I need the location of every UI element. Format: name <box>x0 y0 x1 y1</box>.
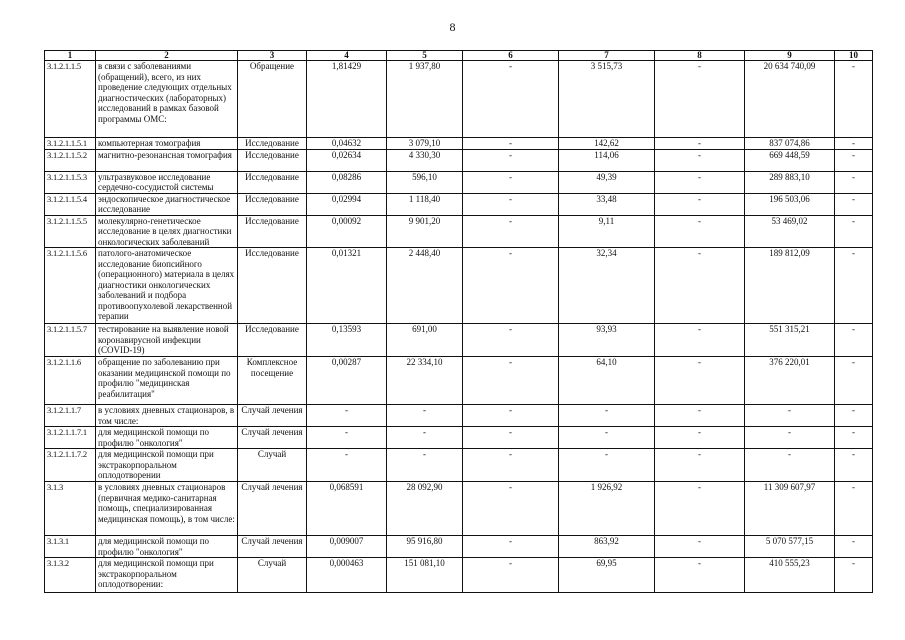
row-cost-norm: 1 118,40 <box>387 193 463 215</box>
row-unit: Исследование <box>238 193 307 215</box>
row-col6: - <box>463 193 559 215</box>
table-row <box>45 149 873 171</box>
table-row <box>45 171 873 193</box>
column-header-8: 8 <box>655 51 745 61</box>
row-col10: - <box>835 215 873 248</box>
row-col6: - <box>463 149 559 171</box>
row-volume-norm: - <box>307 427 387 449</box>
row-unit: Случай лечения <box>238 536 307 558</box>
row-code: 3.1.2.1.1.5.6 <box>45 248 96 324</box>
row-total-cost: 189 812,09 <box>745 248 835 324</box>
row-col6: - <box>463 482 559 536</box>
row-per-capita: - <box>559 427 655 449</box>
row-unit: Случай <box>238 449 307 482</box>
row-per-capita: 93,93 <box>559 324 655 357</box>
row-name: для медицинской помощи при экстракорпоральном оплодотворении <box>96 449 238 482</box>
row-unit: Исследование <box>238 215 307 248</box>
row-total-cost: 5 070 577,15 <box>745 536 835 558</box>
row-code: 3.1.2.1.1.7 <box>45 405 96 427</box>
row-cost-norm: 691,00 <box>387 324 463 357</box>
table-row <box>45 248 873 324</box>
row-unit: Исследование <box>238 248 307 324</box>
row-code: 3.1.2.1.1.5.1 <box>45 138 96 150</box>
row-col6: - <box>463 138 559 150</box>
row-per-capita: 32,34 <box>559 248 655 324</box>
row-unit: Случай лечения <box>238 482 307 536</box>
row-col10: - <box>835 149 873 171</box>
row-col8: - <box>655 405 745 427</box>
row-total-cost: 669 448,59 <box>745 149 835 171</box>
row-per-capita: - <box>559 405 655 427</box>
column-header-7: 7 <box>559 51 655 61</box>
row-per-capita: 64,10 <box>559 357 655 405</box>
row-name: тестирование на выявление новой коронавирусной инфекции (COVID-19) <box>96 324 238 357</box>
row-name: в условиях дневных стационаров, в том числе: <box>96 405 238 427</box>
row-total-cost: 11 309 607,97 <box>745 482 835 536</box>
row-col8: - <box>655 61 745 138</box>
row-total-cost: 196 503,06 <box>745 193 835 215</box>
row-col6: - <box>463 324 559 357</box>
row-col10: - <box>835 405 873 427</box>
row-code: 3.1.2.1.1.5.4 <box>45 193 96 215</box>
row-col10: - <box>835 536 873 558</box>
row-code: 3.1.2.1.1.5.5 <box>45 215 96 248</box>
row-cost-norm: - <box>387 405 463 427</box>
row-code: 3.1.2.1.1.6 <box>45 357 96 405</box>
row-col8: - <box>655 138 745 150</box>
row-volume-norm: 0,00092 <box>307 215 387 248</box>
row-unit: Исследование <box>238 171 307 193</box>
page-number: 8 <box>449 20 456 34</box>
row-per-capita: 142,62 <box>559 138 655 150</box>
row-col6: - <box>463 215 559 248</box>
row-volume-norm: 0,02634 <box>307 149 387 171</box>
row-col8: - <box>655 536 745 558</box>
row-cost-norm: 151 081,10 <box>387 558 463 593</box>
row-name: для медицинской помощи по профилю "онкология" <box>96 427 238 449</box>
column-header-2: 2 <box>96 51 238 61</box>
row-col8: - <box>655 215 745 248</box>
row-total-cost: 376 220,01 <box>745 357 835 405</box>
row-volume-norm: 0,01321 <box>307 248 387 324</box>
row-code: 3.1.3.2 <box>45 558 96 593</box>
row-code: 3.1.2.1.1.5.2 <box>45 149 96 171</box>
row-cost-norm: 596,10 <box>387 171 463 193</box>
row-cost-norm: - <box>387 427 463 449</box>
row-name: магнитно-резонансная томография <box>96 149 238 171</box>
row-col6: - <box>463 357 559 405</box>
row-col8: - <box>655 149 745 171</box>
row-col6: - <box>463 449 559 482</box>
table-row <box>45 427 873 449</box>
row-name: патолого-анатомическое исследование биопсийного (операционного) материала в целях диагностики онкологических заболеваний и подбора противоопухолевой лекарственной терапии <box>96 248 238 324</box>
row-col10: - <box>835 558 873 593</box>
column-header-6: 6 <box>463 51 559 61</box>
row-cost-norm: - <box>387 449 463 482</box>
table-row <box>45 482 873 536</box>
row-col8: - <box>655 558 745 593</box>
table-row <box>45 193 873 215</box>
row-cost-norm: 9 901,20 <box>387 215 463 248</box>
row-total-cost: 551 315,21 <box>745 324 835 357</box>
row-code: 3.1.2.1.1.5.7 <box>45 324 96 357</box>
row-cost-norm: 2 448,40 <box>387 248 463 324</box>
row-col8: - <box>655 427 745 449</box>
row-volume-norm: - <box>307 405 387 427</box>
row-name: в связи с заболеваниями (обращений), всего, из них проведение следующих отдельных диагностических (лабораторных) исследований в рамках базовой программы ОМС: <box>96 61 238 138</box>
row-total-cost: 289 883,10 <box>745 171 835 193</box>
row-volume-norm: 0,00287 <box>307 357 387 405</box>
row-col10: - <box>835 248 873 324</box>
table-row <box>45 405 873 427</box>
table-row <box>45 357 873 405</box>
row-col10: - <box>835 427 873 449</box>
row-cost-norm: 22 334,10 <box>387 357 463 405</box>
row-total-cost: - <box>745 405 835 427</box>
row-code: 3.1.3.1 <box>45 536 96 558</box>
row-per-capita: 9,11 <box>559 215 655 248</box>
row-cost-norm: 4 330,30 <box>387 149 463 171</box>
row-unit: Случай лечения <box>238 405 307 427</box>
header-row <box>45 51 873 61</box>
row-col6: - <box>463 427 559 449</box>
row-code: 3.1.3 <box>45 482 96 536</box>
row-col10: - <box>835 61 873 138</box>
row-code: 3.1.2.1.1.5 <box>45 61 96 138</box>
row-volume-norm: 0,08286 <box>307 171 387 193</box>
row-col6: - <box>463 405 559 427</box>
row-per-capita: 33,48 <box>559 193 655 215</box>
table-row <box>45 558 873 593</box>
row-col8: - <box>655 449 745 482</box>
row-col10: - <box>835 324 873 357</box>
row-col8: - <box>655 171 745 193</box>
row-volume-norm: 0,13593 <box>307 324 387 357</box>
row-unit: Обращение <box>238 61 307 138</box>
row-code: 3.1.2.1.1.5.3 <box>45 171 96 193</box>
row-name: в условиях дневных стационаров (первичная медико-санитарная помощь, специализированная медицинская помощь), в том числе: <box>96 482 238 536</box>
table-row <box>45 61 873 138</box>
row-per-capita: - <box>559 449 655 482</box>
column-header-10: 10 <box>835 51 873 61</box>
row-col10: - <box>835 482 873 536</box>
row-col8: - <box>655 248 745 324</box>
row-total-cost: 410 555,23 <box>745 558 835 593</box>
column-header-3: 3 <box>238 51 307 61</box>
row-per-capita: 3 515,73 <box>559 61 655 138</box>
row-unit: Случай <box>238 558 307 593</box>
row-name: компьютерная томография <box>96 138 238 150</box>
row-name: обращение по заболеванию при оказании медицинской помощи по профилю "медицинская реабилитация" <box>96 357 238 405</box>
row-per-capita: 114,06 <box>559 149 655 171</box>
row-volume-norm: 0,068591 <box>307 482 387 536</box>
row-col6: - <box>463 558 559 593</box>
data-table <box>44 50 873 593</box>
row-unit: Исследование <box>238 324 307 357</box>
row-col10: - <box>835 449 873 482</box>
table-row <box>45 536 873 558</box>
table-row <box>45 324 873 357</box>
row-unit: Случай лечения <box>238 427 307 449</box>
row-col10: - <box>835 193 873 215</box>
row-per-capita: 69,95 <box>559 558 655 593</box>
row-volume-norm: 0,009007 <box>307 536 387 558</box>
row-name: для медицинской помощи по профилю "онкология" <box>96 536 238 558</box>
row-col6: - <box>463 61 559 138</box>
column-header-5: 5 <box>387 51 463 61</box>
row-cost-norm: 95 916,80 <box>387 536 463 558</box>
row-unit: Комплексное посещение <box>238 357 307 405</box>
row-col8: - <box>655 193 745 215</box>
row-col8: - <box>655 357 745 405</box>
row-total-cost: 837 074,86 <box>745 138 835 150</box>
row-per-capita: 1 926,92 <box>559 482 655 536</box>
table-row <box>45 449 873 482</box>
row-name: ультразвуковое исследование сердечно-сосудистой системы <box>96 171 238 193</box>
row-cost-norm: 3 079,10 <box>387 138 463 150</box>
row-col10: - <box>835 357 873 405</box>
row-volume-norm: - <box>307 449 387 482</box>
row-col10: - <box>835 171 873 193</box>
row-col8: - <box>655 324 745 357</box>
row-name: молекулярно-генетическое исследование в целях диагностики онкологических заболеваний <box>96 215 238 248</box>
row-per-capita: 863,92 <box>559 536 655 558</box>
row-code: 3.1.2.1.1.7.2 <box>45 449 96 482</box>
table-body <box>45 61 873 593</box>
column-header-9: 9 <box>745 51 835 61</box>
table-row <box>45 215 873 248</box>
row-code: 3.1.2.1.1.7.1 <box>45 427 96 449</box>
row-col8: - <box>655 482 745 536</box>
row-volume-norm: 0,000463 <box>307 558 387 593</box>
row-name: для медицинской помощи при экстракорпоральном оплодотворении: <box>96 558 238 593</box>
row-volume-norm: 1,81429 <box>307 61 387 138</box>
row-total-cost: - <box>745 427 835 449</box>
row-col6: - <box>463 248 559 324</box>
row-total-cost: 53 469,02 <box>745 215 835 248</box>
row-name: эндоскопическое диагностическое исследование <box>96 193 238 215</box>
table-row <box>45 138 873 150</box>
row-cost-norm: 1 937,80 <box>387 61 463 138</box>
row-total-cost: - <box>745 449 835 482</box>
column-header-4: 4 <box>307 51 387 61</box>
row-col6: - <box>463 536 559 558</box>
row-col6: - <box>463 171 559 193</box>
row-volume-norm: 0,02994 <box>307 193 387 215</box>
row-col10: - <box>835 138 873 150</box>
row-total-cost: 20 634 740,09 <box>745 61 835 138</box>
column-header-1: 1 <box>45 51 96 61</box>
row-cost-norm: 28 092,90 <box>387 482 463 536</box>
row-per-capita: 49,39 <box>559 171 655 193</box>
row-unit: Исследование <box>238 149 307 171</box>
row-volume-norm: 0,04632 <box>307 138 387 150</box>
row-unit: Исследование <box>238 138 307 150</box>
